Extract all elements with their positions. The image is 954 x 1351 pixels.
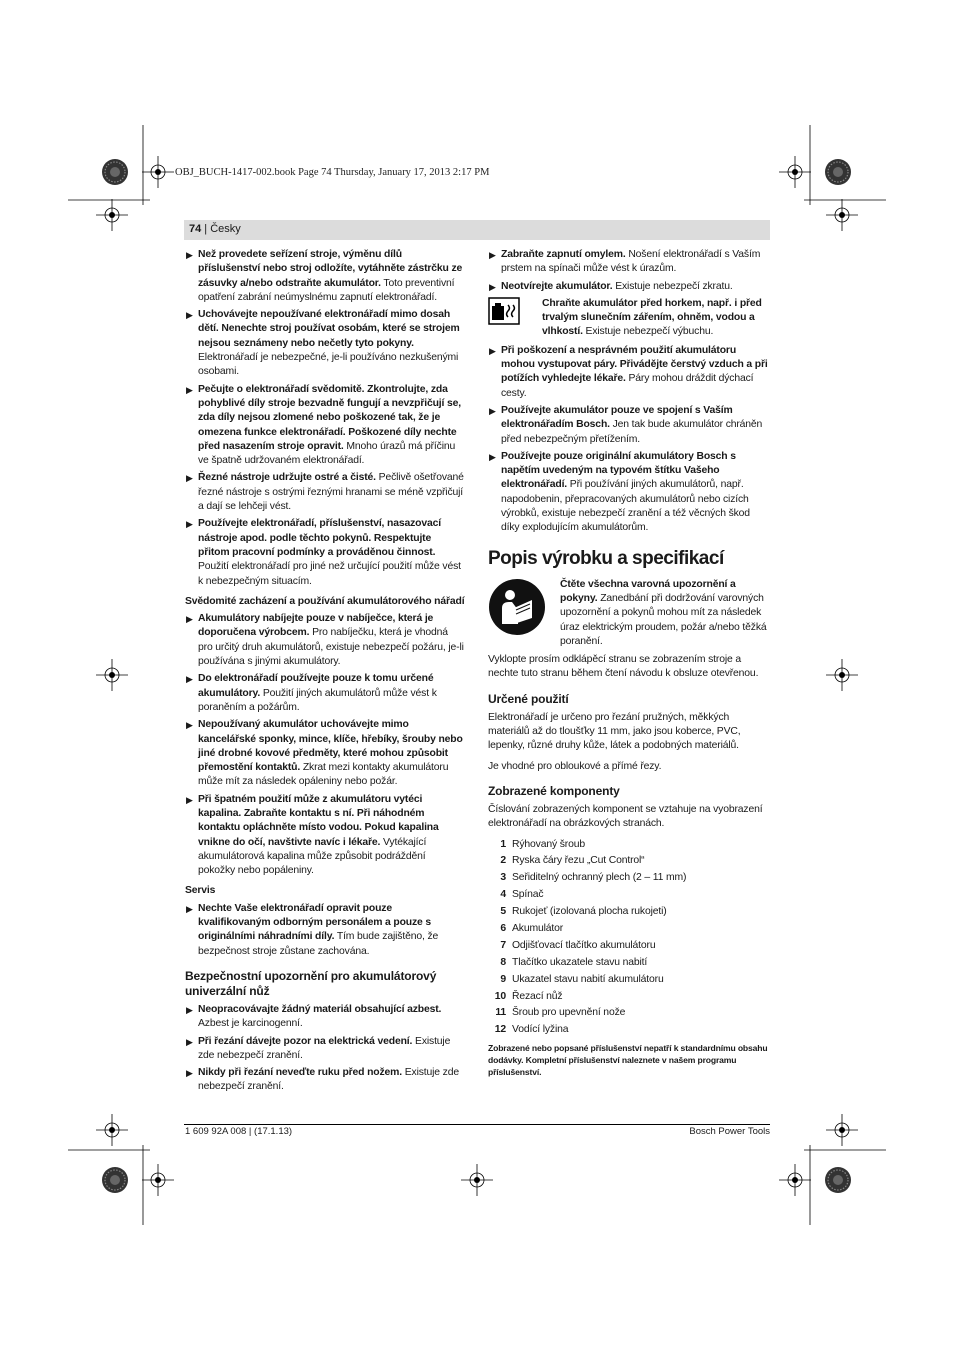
component-item: 12 Vodící lyžina [494, 1024, 569, 1036]
bullet-arrow-icon: ▶ [186, 794, 193, 805]
component-item: 4 Spínač [500, 889, 544, 901]
list-item: ▶ Používejte pouze originální akumulátory Bosch s napětím uvedeným na typovém štítku Vašeho elektronářadí. Při používání jiných akumulátorů, např. napodobenin, přepracovaných akumulátorů nebo cizích výrobků, existuje nebezpečí zranění a též věcných škod díky explodujícím akumulátorům. [489, 450, 750, 534]
list-item: ▶ Nechte Vaše elektronářadí opravit pouze kvalifikovaným odborným personálem a pouze s originálními náhradními díly. Tím bude zajištěno, že bezpečnost stroje zůstane zachována. [186, 902, 439, 957]
list-item: ▶ Nikdy při řezání neveďte ruku před nožem. Existuje zde nebezpečí zranění. [186, 1067, 459, 1093]
bullet-arrow-icon: ▶ [186, 1068, 193, 1079]
list-item: ▶ Řezné nástroje udržujte ostré a čisté. Pečlivě ošetřované řezné nástroje s ostrými řeznými hranami se méně vzpřičují a dají se lehčeji vést. [186, 472, 464, 513]
component-item: 3 Seřiditelný ochranný plech (2 – 11 mm) [500, 872, 687, 884]
list-item: ▶ Při poškození a nesprávném použití akumulátoru mohou vystupovat páry. Přivádějte čerstvý vzduch a při potížích vyhledejte lékaře. Páry mohou dráždit dýchací cesty. [489, 344, 768, 399]
components-intro: Číslování zobrazených komponent se vztahuje na vyobrazení elektronářadí na obrázkových stranách. [488, 803, 763, 830]
bullet-arrow-icon: ▶ [489, 451, 496, 462]
header-separator: | [201, 223, 211, 235]
bullet-arrow-icon: ▶ [186, 1004, 193, 1015]
bullet-arrow-icon: ▶ [489, 250, 496, 260]
list-item: ▶ Používejte elektronářadí, příslušenství, nasazovací nástroje apod. podle těchto pokynů. Respektujte přitom pracovní podmínky a prováděnou činnost. Použití elektronářadí pro jiné než určující použití může vést k nebezpečným situacím. [186, 518, 461, 587]
component-item: 8 Tlačítko ukazatele stavu nabití [500, 956, 648, 968]
list-item: ▶ Než provedete seřízení stroje, výměnu dílů příslušenství nebo stroj odložíte, vytáhněte zástrčku ze zásuvky a/nebo odstraňte akumulátor. Toto preventivní opatření zabrání neúmyslnému zapnutí elektronářadí. [186, 249, 463, 303]
footer-doc-number: 1 609 92A 008 | (17.1.13) [185, 1126, 293, 1137]
header-language: Česky [210, 223, 241, 235]
component-item: 10 Řezací nůž [494, 990, 563, 1002]
list-item: ▶ Při špatném použití může z akumulátoru vytéci kapalina. Zabraňte kontaktu s ní. Při náhodném kontaktu opláchněte místo vodou. Pokud kapalina vnikne do očí, navštivte navíc i lékaře. Vytékající akumulátorová kapalina může způsobit podráždění pokožky nebo popáleniny. [186, 793, 439, 877]
list-item: ▶ Zabraňte zapnutí omylem. Nošení elektronářadí s Vaším prstem na spínači může vést k úrazům. [489, 249, 761, 275]
heat-warning-block: Chraňte akumulátor před horkem, např. i před trvalým slunečním zářením, ohněm, vodou a vlhkostí. Existuje nebezpečí výbuchu. [488, 297, 770, 340]
list-item: ▶ Neopracovávajte žádný materiál obsahující azbest. Azbest je karcinogenní. [186, 1003, 442, 1030]
section-heading-knife-safety: Bezpečnostní upozornění pro akumulátorový univerzální nůž [185, 968, 437, 998]
list-item: ▶ Akumulátory nabíjejte pouze v nabíječce, která je doporučena výrobcem. Pro nabíječku, která je vhodná pro určitý druh akumulátorů, existuje nebezpečí požáru, je-li používána s jinými akumulátory. [186, 613, 464, 668]
read-manual-icon [488, 578, 550, 649]
bullet-arrow-icon: ▶ [489, 405, 496, 416]
component-item: 11 Šroub pro upevnění nože [495, 1007, 626, 1019]
print-line: OBJ_BUCH-1417-002.book Page 74 Thursday, January 17, 2013 2:17 PM [175, 167, 490, 178]
component-item: 2 Ryska čáry řezu „Cut Control“ [500, 855, 645, 867]
page-number: 74 [189, 223, 202, 235]
components-list [488, 838, 770, 1038]
subheading-battery-care: Svědomité zacházení a používání akumulátorového nářadí [185, 595, 465, 607]
bullet-arrow-icon: ▶ [186, 1036, 193, 1047]
component-item: 6 Akumulátor [500, 922, 564, 934]
bullet-arrow-icon: ▶ [186, 614, 193, 625]
bullet-arrow-icon: ▶ [186, 674, 193, 685]
battery-heat-warning-icon [488, 297, 532, 340]
component-item: 7 Odjišťovací tlačítko akumulátoru [500, 939, 656, 951]
bullet-arrow-icon: ▶ [186, 250, 193, 260]
fold-out-note: Vyklopte prosím odklápěcí stranu se zobrazením stroje a nechte tuto stranu během čtení návodu k obsluze otevřenou. [488, 654, 759, 680]
footer-brand: Bosch Power Tools [689, 1126, 770, 1137]
list-item: ▶ Při řezání dávejte pozor na elektrická vedení. Existuje zde nebezpečí zranění. [186, 1035, 451, 1061]
right-column [488, 248, 770, 1078]
section-title-product-description: Popis výrobku a specifikací [488, 547, 724, 569]
bullet-arrow-icon: ▶ [186, 720, 193, 731]
header-bar [184, 220, 770, 240]
bullet-arrow-icon: ▶ [186, 384, 193, 395]
page-header [189, 223, 241, 235]
bullet-arrow-icon: ▶ [186, 903, 193, 914]
subheading-intended-use: Určené použití [488, 691, 569, 706]
intended-use-text-2: Je vhodné pro obloukové a přímé řezy. [488, 760, 662, 772]
read-manual-block: Čtěte všechna varovná upozornění a pokyny. Zanedbání při dodržování varovných upozornění a pokynů mohou mít za následek úraz elektrickým proudem, požár a/nebo těžká poranění. [488, 578, 770, 649]
list-item: ▶ Nepoužívaný akumulátor uchovávejte mimo kancelářské sponky, mince, klíče, hřebíky, šrouby nebo jiné drobné kovové předměty, které mohou způsobit přemostění kontaktů. Zkrat mezi kontakty akumulátoru může mít za následek opáleniny nebo požár. [186, 719, 463, 788]
bullet-arrow-icon: ▶ [186, 519, 193, 530]
list-item: ▶ Do elektronářadí používejte pouze k tomu určené akumulátory. Použití jiných akumulátorů může vést k poraněním a požárům. [186, 673, 437, 713]
list-item: ▶ Používejte akumulátor pouze ve spojení s Vaším elektronářadím Bosch. Jen tak bude akumulátor chráněn před nebezpečným přetížením. [489, 404, 763, 445]
list-item: ▶ Neotvírejte akumulátor. Existuje nebezpečí zkratu. [488, 280, 770, 294]
bullet-arrow-icon: ▶ [186, 310, 193, 321]
component-item: 1 Rýhovaný šroub [500, 838, 585, 850]
intended-use-text: Elektronářadí je určeno pro řezání pružných, měkkých materiálů až do tloušťky 11 mm, jako jsou koberce, PVC, lepenky, různé druhy kůže, látek a podobných materiálů. [488, 711, 741, 752]
bullet-arrow-icon: ▶ [489, 281, 496, 292]
subheading-service: Servis [185, 885, 216, 897]
subheading-components: Zobrazené komponenty [488, 783, 620, 798]
list-item: ▶ Uchovávejte nepoužívané elektronářadí mimo dosah dětí. Nenechte stroj používat osobám, které se strojem nejsou seznámeny nebo nečetly tyto pokyny. Elektronářadí je nebezpečné, je-li používáno nezkušenými osobami. [186, 309, 460, 378]
bullet-arrow-icon: ▶ [186, 473, 193, 484]
component-item: 9 Ukazatel stavu nabití akumulátoru [500, 973, 664, 985]
component-item: 5 Rukojeť (izolovaná plocha rukojeti) [500, 906, 667, 918]
accessories-note: Zobrazené nebo popsané příslušenství nepatří k standardnímu obsahu dodávky. Kompletní příslušenství naleznete v našem programu příslušenství. [488, 1042, 768, 1077]
list-item: ▶ Pečujte o elektronářadí svědomitě. Zkontrolujte, zda pohyblivé díly stroje bezvadně fungují a nevzpřičují se, zda díly nejsou zlomené nebo poškozené tak, že je omezena funkce elektronářadí. Poškozené díly nechte před nasazením stroje opravit. Mnoho úrazů má příčinu ve špatně udržovaném elektronářadí. [186, 383, 461, 467]
footer-divider [184, 1124, 770, 1125]
bullet-arrow-icon: ▶ [489, 345, 496, 356]
left-column [185, 248, 465, 1098]
